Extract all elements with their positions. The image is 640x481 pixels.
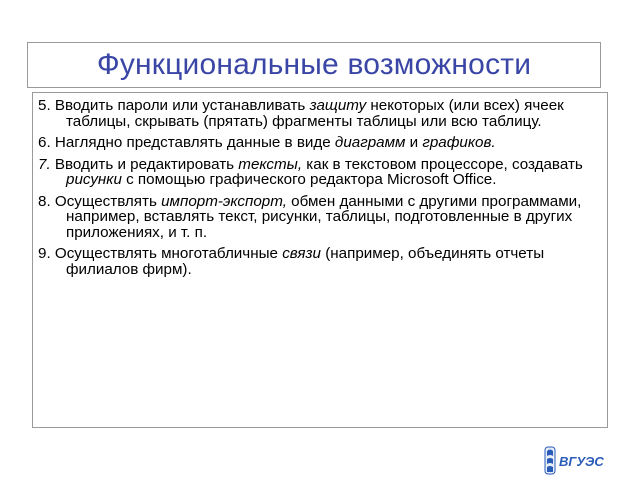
feature-number: 8.	[38, 192, 51, 210]
feature-list	[38, 98, 601, 277]
logo-graphic	[540, 446, 614, 476]
feature-number: 9.	[38, 245, 51, 262]
feature-number: 7.	[38, 155, 51, 173]
feature-text: обмен данными с другими программами, например, вставлять текст, рисунки, таблицы, подготовленные в других приложениях, и т. п.	[66, 192, 582, 241]
feature-item	[38, 194, 601, 241]
feature-text: и	[405, 134, 423, 151]
feature-text: с помощью графического редактора Microsoft Office.	[121, 171, 497, 188]
feature-item	[38, 98, 601, 129]
feature-item	[38, 157, 601, 188]
feature-text: Вводить пароли или устанавливать	[50, 97, 310, 114]
feature-keyword: импорт-экспорт,	[161, 192, 287, 210]
logo-text: ВГУЭС	[559, 454, 604, 469]
logo-emblem	[545, 447, 555, 474]
feature-number: 5.	[38, 97, 51, 114]
slide-title: Функциональные возможности	[96, 48, 532, 81]
slide-content	[32, 92, 608, 428]
feature-text: некоторых (или всех) ячеек таблицы, скрывать (прятать) фрагменты таблицы или всю таблицу.	[66, 97, 564, 130]
feature-text: Наглядно представлять данные в виде	[50, 134, 335, 151]
feature-keyword: графиков.	[422, 134, 496, 151]
feature-keyword: рисунки	[66, 171, 122, 188]
university-logo-icon	[540, 446, 614, 476]
feature-item	[38, 246, 601, 277]
feature-keyword: защиту	[309, 97, 367, 114]
slide-title-box	[27, 42, 601, 88]
feature-text: Вводить и редактировать	[50, 155, 239, 173]
feature-text: (например, объединять отчеты филиалов фирм).	[66, 245, 545, 278]
feature-keyword: диаграмм	[334, 134, 406, 151]
feature-item	[38, 135, 601, 151]
feature-number: 6.	[38, 134, 51, 151]
feature-keyword: связи	[282, 245, 321, 262]
feature-text: Осуществлять многотабличные	[50, 245, 283, 262]
feature-keyword: тексты,	[238, 155, 303, 173]
feature-text: как в текстовом процессоре, создавать	[302, 155, 583, 173]
feature-text: Осуществлять	[50, 192, 162, 210]
